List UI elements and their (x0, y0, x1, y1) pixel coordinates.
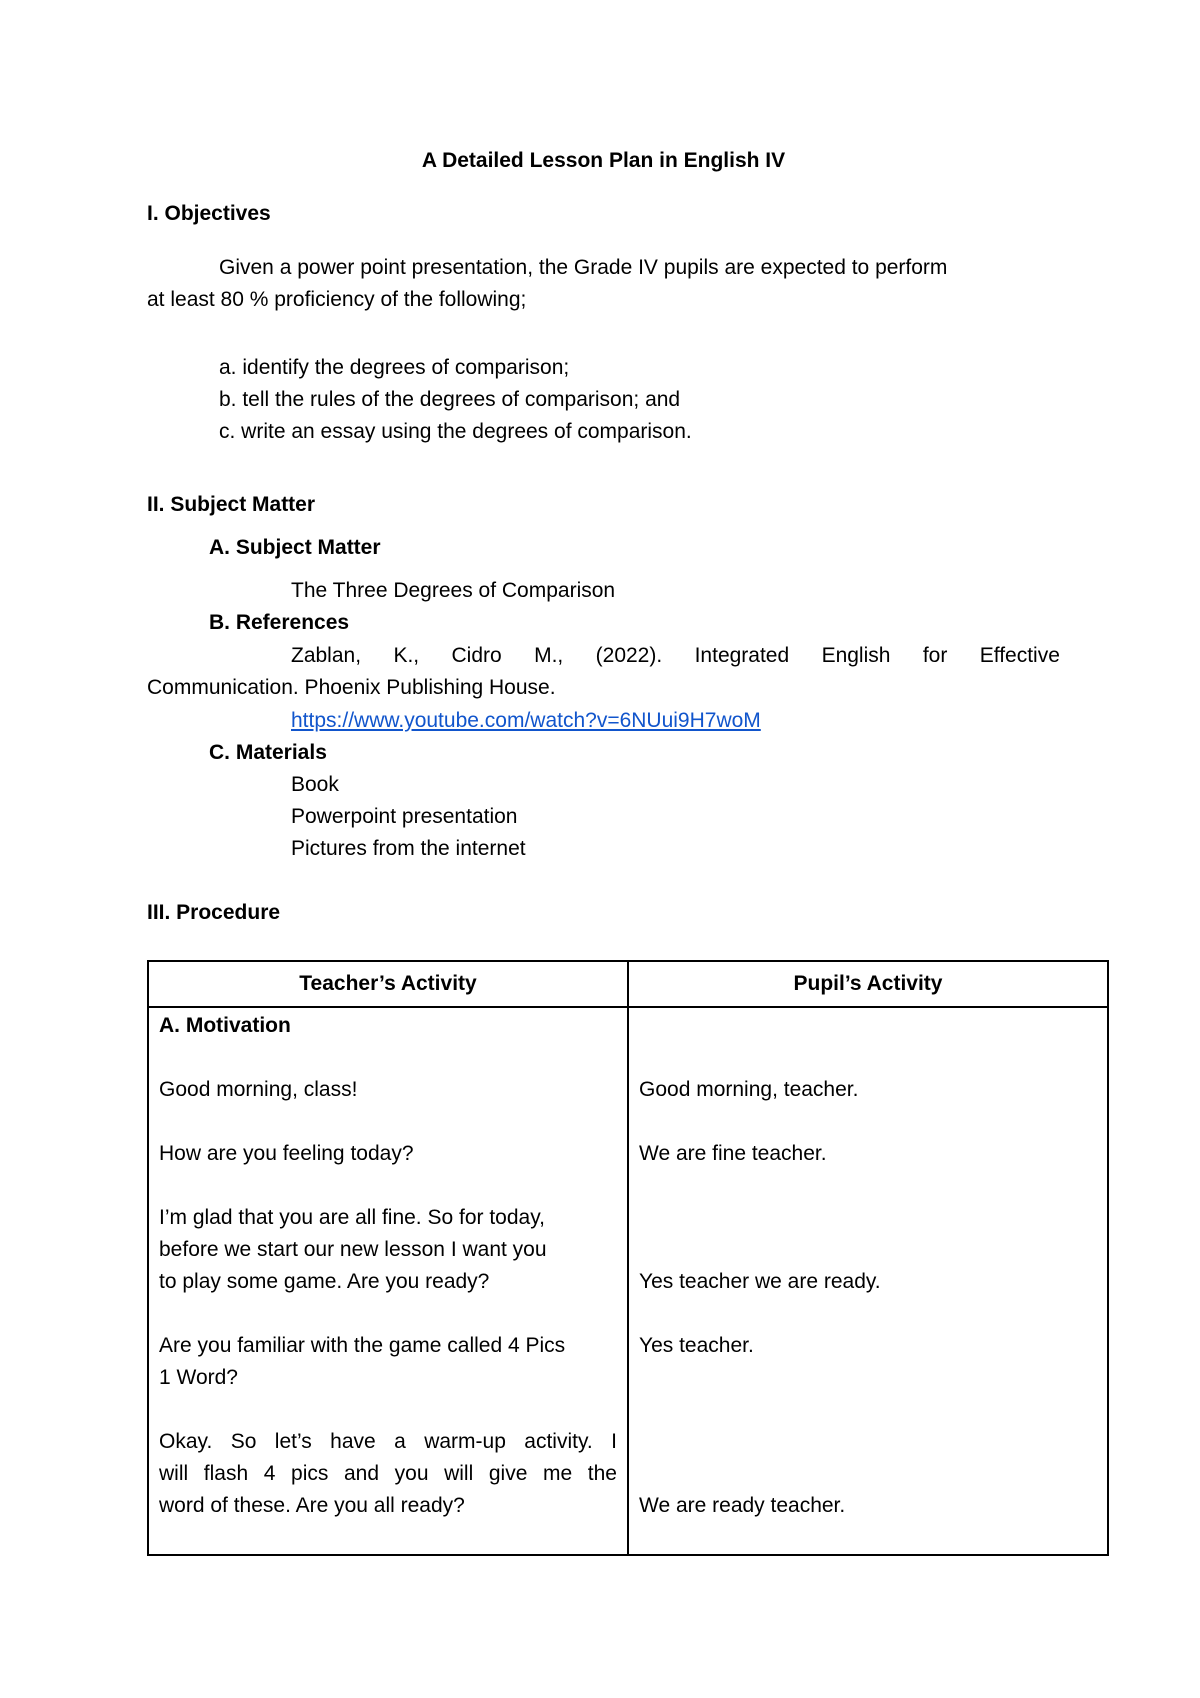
teacher-activity-header: Teacher’s Activity (148, 961, 628, 1007)
pupil-line: We are fine teacher. (639, 1142, 827, 1165)
objectives-intro-line1: Given a power point presentation, the Grade IV pupils are expected to perform (219, 256, 948, 279)
pupil-activity-cell (628, 1007, 1108, 1555)
teacher-line: Good morning, class! (159, 1078, 358, 1101)
motivation-heading: A. Motivation (159, 1014, 291, 1037)
material-item: Powerpoint presentation (291, 805, 518, 828)
procedure-table (147, 960, 1109, 1556)
subject-matter-a-text: The Three Degrees of Comparison (291, 579, 616, 602)
teacher-line: 1 Word? (159, 1366, 238, 1389)
ref-word: (2022). (595, 644, 663, 667)
reference-line-1 (291, 641, 1060, 671)
subject-matter-heading: II. Subject Matter (147, 493, 316, 516)
objectives-intro-line2: at least 80 % proficiency of the following; (147, 288, 527, 311)
document-title: A Detailed Lesson Plan in English IV (421, 149, 786, 172)
ref-word: English (821, 644, 891, 667)
ref-word: for (922, 644, 948, 667)
pupil-activity-header: Pupil’s Activity (628, 961, 1108, 1007)
teacher-line: How are you feeling today? (159, 1142, 414, 1165)
teacher-line: Okay. So let’s have a warm-up activity. I (159, 1430, 617, 1453)
reference-link[interactable]: https://www.youtube.com/watch?v=6NUui9H7woM (291, 709, 761, 732)
ref-word: M., (534, 644, 564, 667)
teacher-line: I’m glad that you are all fine. So for today, (159, 1206, 545, 1229)
objective-item-b: b. tell the rules of the degrees of comparison; and (219, 388, 681, 411)
subject-matter-a-heading: A. Subject Matter (209, 536, 381, 559)
teacher-line: Are you familiar with the game called 4 Pics (159, 1334, 566, 1357)
ref-word: Zablan, (291, 644, 362, 667)
material-item: Book (291, 773, 339, 796)
table-row (148, 1007, 1108, 1555)
pupil-line: Yes teacher we are ready. (639, 1270, 881, 1293)
teacher-line: word of these. Are you all ready? (159, 1494, 465, 1517)
objective-item-c: c. write an essay using the degrees of comparison. (219, 420, 692, 443)
ref-word: K., (393, 644, 420, 667)
objectives-heading: I. Objectives (147, 202, 271, 225)
teacher-line: will flash 4 pics and you will give me the (159, 1462, 617, 1485)
pupil-line: Yes teacher. (639, 1334, 754, 1357)
teacher-line: before we start our new lesson I want you (159, 1238, 547, 1261)
ref-word: Cidro (451, 644, 502, 667)
reference-line-2: Communication. Phoenix Publishing House. (147, 676, 556, 699)
teacher-line: to play some game. Are you ready? (159, 1270, 490, 1293)
references-heading: B. References (209, 611, 350, 634)
materials-heading: C. Materials (209, 741, 327, 764)
material-item: Pictures from the internet (291, 837, 526, 860)
ref-word: Integrated (694, 644, 790, 667)
teacher-activity-cell (148, 1007, 628, 1555)
objective-item-a: a. identify the degrees of comparison; (219, 356, 570, 379)
ref-word: Effective (979, 644, 1060, 667)
pupil-line: We are ready teacher. (639, 1494, 846, 1517)
pupil-line: Good morning, teacher. (639, 1078, 859, 1101)
procedure-heading: III. Procedure (147, 901, 281, 924)
